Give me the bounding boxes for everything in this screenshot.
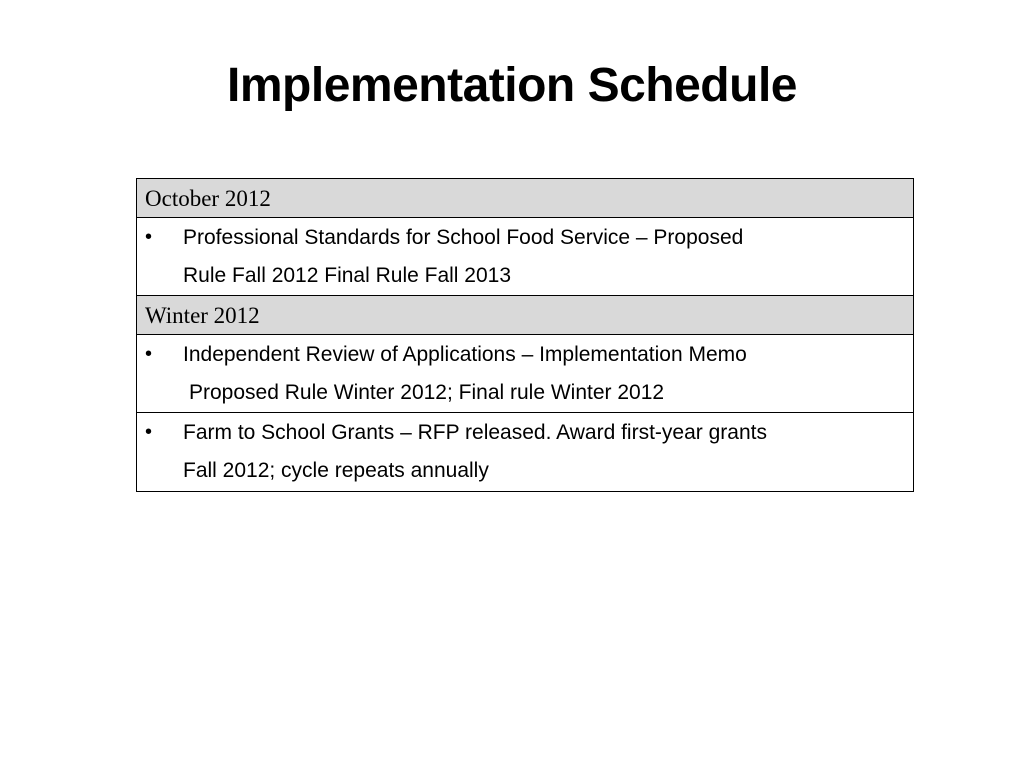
item-text-line-1: Independent Review of Applications – Implementation Memo [183,343,747,366]
item-text-line-1: Professional Standards for School Food Service – Proposed [183,226,744,249]
bullet-icon: • [145,343,153,365]
item-text-line-2: Fall 2012; cycle repeats annually [183,459,489,482]
slide-title: Implementation Schedule [227,59,797,112]
period-header-october-2012: October 2012 [137,179,913,218]
schedule-item-independent-review [137,335,913,413]
bullet-icon: • [145,421,153,443]
item-text-line-1: Farm to School Grants – RFP released. Award first-year grants [183,421,767,444]
period-header-winter-2012: Winter 2012 [137,296,913,335]
schedule-item-farm-to-school [137,413,913,491]
item-text-line-2: Proposed Rule Winter 2012; Final rule Winter 2012 [189,381,665,404]
schedule-item-professional-standards [137,218,913,296]
item-text-line-2: Rule Fall 2012 Final Rule Fall 2013 [183,264,512,287]
bullet-icon: • [145,226,153,248]
schedule-table [136,178,914,492]
